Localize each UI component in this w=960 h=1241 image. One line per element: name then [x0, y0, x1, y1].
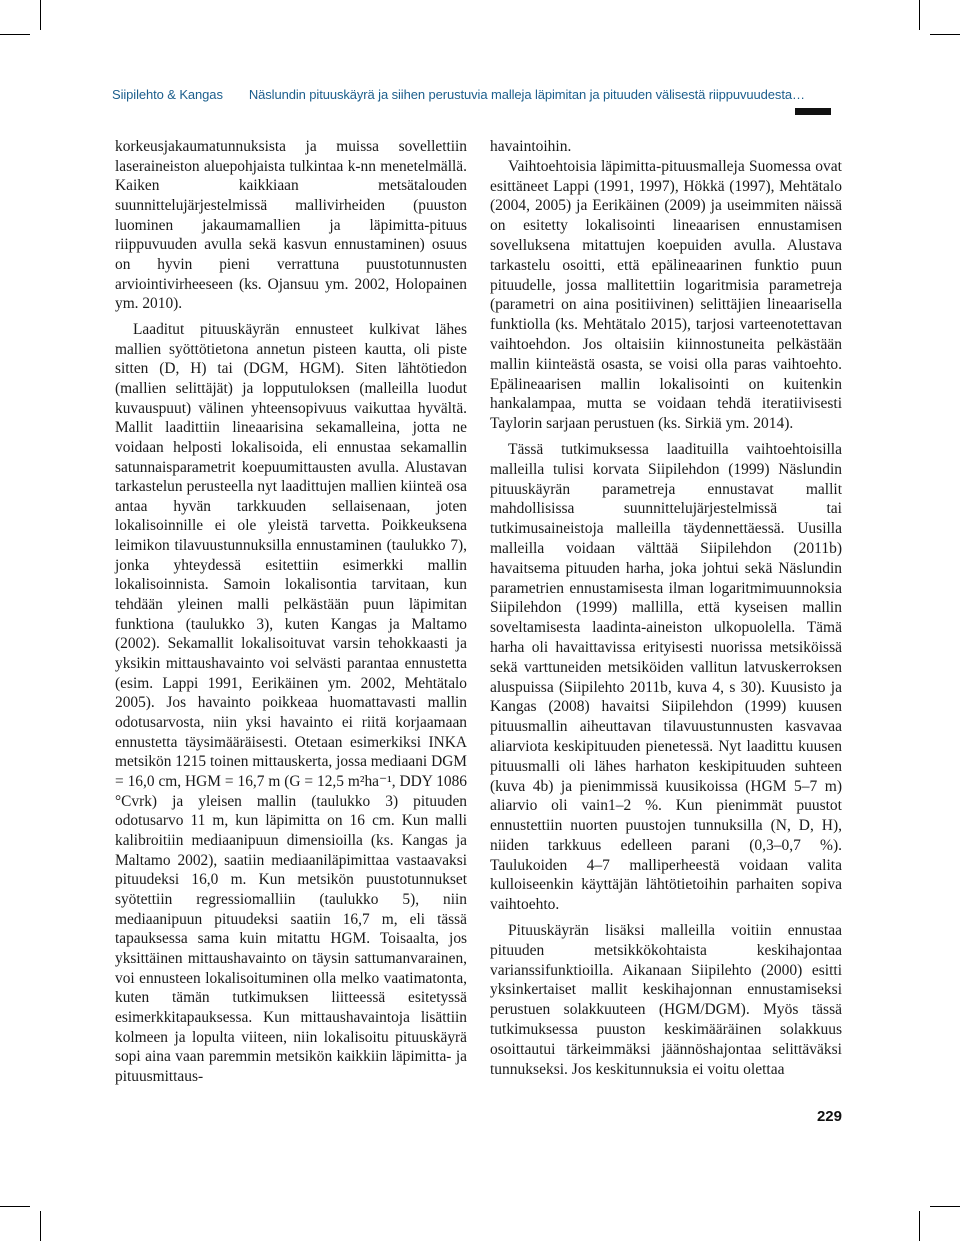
right-paragraph-4: Pituuskäyrän lisäksi malleilla voitiin ennustaa pituuden metsikkökohtaista keskihajontaa varianssifunktioilla. Aikanaan Siipilehto (2000) esitti yksinkertaiset mallit keskihajonnan ennustamiseksi perustuen solakkuuteen (HGM/DGM). Myös tässä tutkimuksessa puuston keskimääräinen solakkuus osoittautui tärkeimmäksi jäännöshajontaa selittäväksi tunnukseksi. Jos keskitunnuksia ei voitu olettaa — [490, 922, 842, 1078]
left-paragraph-1: korkeusjakaumatunnuksista ja muissa sovellettiin laseraineiston aluepohjaista tulkintaa k-nn menetelmällä. Kaiken kaikkiaan metsätalouden suunnittelujärjestelmissä mallivirheiden (puuston luominen jakaumamallien ja läpimitta-pituus riippuvuuden avulla sekä kasvun ennustaminen) osuus on hyvin pieni verrattuna puustotunnusten arviointivirheeseen (ks. Ojansuu ym. 2002, Holopainen ym. 2010). — [115, 138, 467, 313]
crop-mark — [919, 1211, 920, 1241]
left-column — [115, 137, 467, 1087]
crop-mark — [40, 0, 41, 30]
crop-mark — [0, 1206, 30, 1207]
right-column — [490, 137, 842, 1079]
right-paragraph-3: Tässä tutkimuksessa laadituilla vaihtoehtoisilla malleilla tulisi korvata Siipilehdon (1999) Näslundin pituuskäyrän parametreja ennustavat mallit mahdollisissa suunnittelujärjestelmissä tai tutkimusaineistoja malleilla täydennettäessä. Uusilla malleilla voidaan välttää Siipilehdon (2011b) havaitsema pituuden harha, joka johtui sekä Näslundin parametrien ennustamisesta ilman logaritmimuunnoksia Siipilehdon (1999) mallilla, että kyseisen mallin soveltamisesta laadinta-aineiston ulkopuolella. Tämä harha oli havaittavissa erityisesti nuorissa metsiköissä sekä varttuneiden metsiköiden vallitun latvuskerroksen aluspuissa (Siipilehto 2011b, kuva 4, s 30). Kuusisto ja Kangas (2008) havaitsi Siipilehdon (1999) kuusen pituusmallin aiheuttavan tilavuustunnusten kasvavaa aliarviota keskipituuden pienetessä. Nyt laadittu kuusen pituusmalli oli lähes harhaton keskipituuden suhteen (kuva 4b) ja pienimmissä kuusikoissa (HGM 5–7 m) aliarvio oli vain1–2 %. Kun pienimmät puustot ennustettiin nuorten puustojen tunnuksilla (N, D, H), niiden tarkkuus edelleen parani (0,3–0,7 %). Taulukoiden 4–7 malliperheestä voidaan valita kulloiseenkin käyttäjän lähtötietoihin parhaiten sopiva vaihtoehto. — [490, 440, 842, 914]
running-head-title: Näslundin pituuskäyrä ja siihen perustuvia malleja läpimitan ja pituuden välisestä riippuvuudesta… — [248, 87, 805, 102]
crop-mark — [930, 34, 960, 35]
crop-mark — [930, 1206, 960, 1207]
left-paragraph-2: Laaditut pituuskäyrän ennusteet kulkivat lähes mallien syöttötietona annetun pisteen kautta, oli piste sitten (D, H) tai (DGM, HGM). Siten lähtötiedon (mallien selittäjät) ja lopputuloksen (malleilla luodut kuvauspuut) välinen yhteensopivuus vaikuttaa hyvältä. Mallit laadittiin lineaarisina sekamalleina, jotta ne voidaan helposti lokalisoida, eli ennustaa sekamallin satunnaisparametrit koepuumittausten avulla. Alustavan tarkastelun perusteella nyt laadittujen mallien kiinteä osa antaa hyvän tarkkuuden sellaisenaan, joten lokalisoinnille ei ole yleistä tarvetta. Poikkeuksena leimikon tilavuustunnuksilla ennustaminen (taulukko 7), jonka yhteydessä esitettiin esimerkki mallin lokalisoinnista. Samoin lokalisontia tarvitaan, kun tehdään yleinen malli pelkästään puun läpimitan funktiona (taulukko 3), kuten Kangas ja Maltamo (2002). Sekamallit lokalisoituvat varsin tehokkaasti ja yksikin mittaushavainto voi selvästi parantaa ennustetta (esim. Lappi 1991, Eerikäinen ym. 2002, Mehtätalo 2005). Jos havainto poikkeaa huomattavasti mallin odotusarvosta, niin yksi havainto ei riitä korjaamaan ennustetta täysimääräisesti. Otetaan esimerkiksi INKA metsikön 1215 toinen mittauskerta, jossa mediaani DGM = 16,0 cm, HGM = 16,7 m (G = 12,5 m²ha⁻¹, DDY 1086 °Cvrk) ja yleisen mallin (taulukko 3) pituuden odotusarvo 11 m, kun läpimitta on 16 cm. Kun malli kalibroitiin mediaanipuun dimensioilla (ks. Kangas ja Maltamo 2002), saatiin mediaaniläpimittaa vastaavaksi pituudeksi 16,0 m. Kun metsikön puustotunnukset syötettiin regressiomalliin (taulukko 5), niin mediaanipuun pituudeksi saatiin 16,7 m, eli tässä tapauksessa sama kuin mitattu HGM. Toisaalta, jos yksittäinen mittaushavainto on täysin sattumanvarainen, voi ennusteen lokalisoituminen olla melko vaatimatonta, kuten tämän tutkimuksen liitteessä esitetyssä esimerkkitapauksessa. Kun mittaushavaintoja lisättiin kolmeen ja lopulta viiteen, niin lokalisoitu pituuskäyrä sopi aina vaan paremmin metsikön kaikkiin läpimitta- ja pituusmittaus- — [115, 320, 467, 1085]
crop-mark — [919, 0, 920, 30]
running-head-authors: Siipilehto & Kangas — [112, 87, 223, 102]
running-head — [112, 87, 842, 102]
crop-mark — [0, 34, 30, 35]
right-paragraph-1: havaintoihin. — [490, 138, 572, 155]
right-paragraph-2: Vaihtoehtoisia läpimitta-pituusmalleja Suomessa ovat esittäneet Lappi (1991, 1997), Hökkä (1997), Mehtätalo (2004, 2005) ja Eerikäinen (2009) ja useimmiten näissä on esitetty lokalisointi lineaarisen ennustamisen sovelluksena mitattujen koepuiden avulla. Alustava tarkastelu osoitti, että epälineaarinen funktio puun pituudelle, jossa mallitettiin logaritmisia parametreja (parametri on aina positiivinen) selittäjien lineaarisella funktiolla (ks. Mehtätalo 2015), tarjosi varteenotettavan vaihtoehdon. Jos oltaisiin kiinnostuneita pelkästään mallin kiinteästä osasta, se voisi olla paras vaihtoehto. Epälineaarisen mallin lokalisointi on kuitenkin hankalampaa, mutta se voidaan tehdä iteratiivisesti Taylorin sarjaan perustuen (ks. Sirkiä ym. 2014). — [490, 157, 842, 433]
crop-mark — [40, 1211, 41, 1241]
page-number: 229 — [816, 1108, 842, 1125]
running-head-bar — [795, 108, 831, 115]
